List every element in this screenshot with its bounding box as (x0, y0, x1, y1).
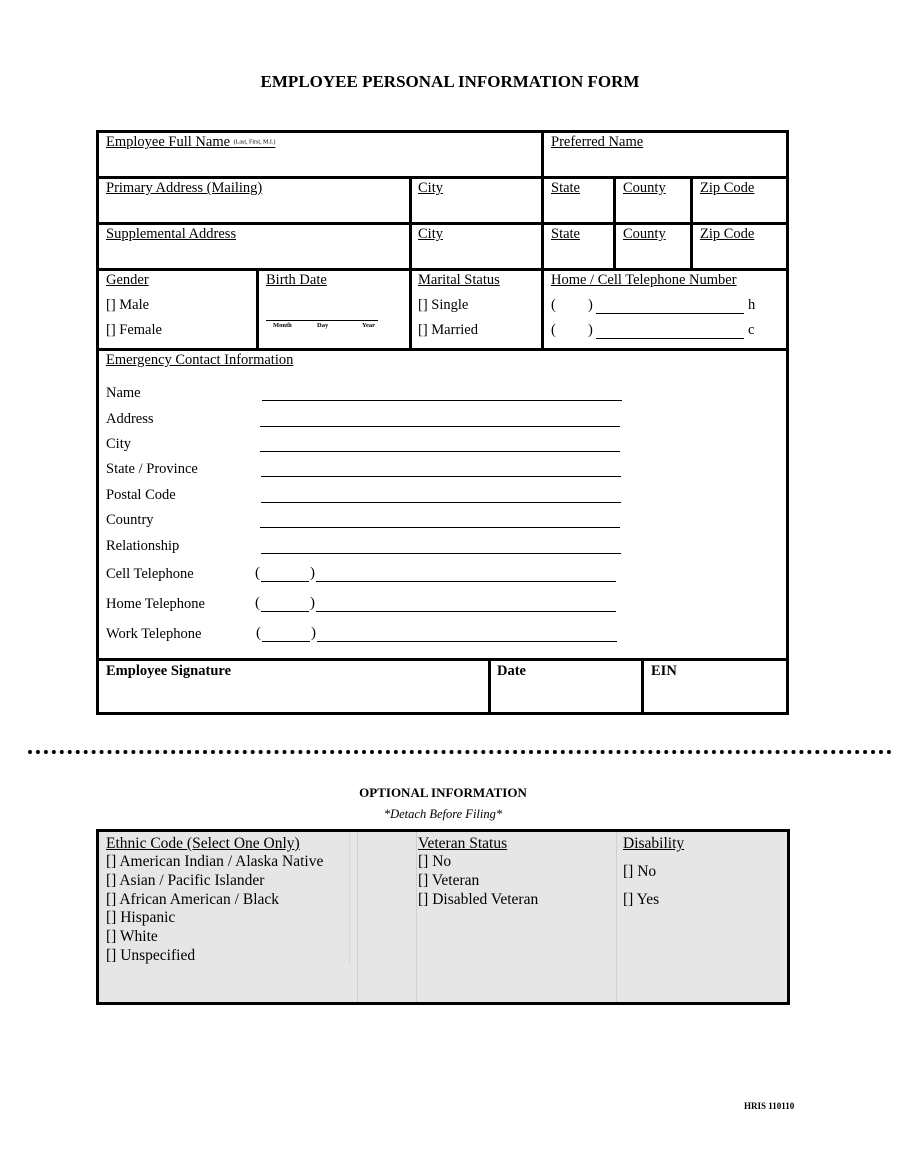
birth-month-label: Month (273, 322, 292, 329)
emergency-country-field[interactable] (260, 527, 620, 528)
emergency-postal-label: Postal Code (106, 487, 176, 503)
optional-info-box (96, 829, 790, 1005)
emergency-work-label: Work Telephone (106, 626, 202, 642)
form-title: EMPLOYEE PERSONAL INFORMATION FORM (260, 72, 640, 91)
veteran-veteran-checkbox[interactable]: [] Veteran (418, 872, 480, 889)
cell-phone-field[interactable] (596, 338, 744, 339)
birth-date-label: Birth Date (266, 272, 327, 288)
emergency-name-label: Name (106, 385, 141, 401)
emergency-cell-label: Cell Telephone (106, 566, 194, 582)
primary-county-field[interactable] (617, 198, 688, 220)
emergency-contact-heading: Emergency Contact Information (106, 352, 294, 368)
employee-signature-label: Employee Signature (106, 663, 231, 679)
home-phone-area-open: ( (551, 297, 556, 313)
supplemental-zip-field[interactable] (694, 244, 784, 266)
form-code: HRIS 110110 (744, 1101, 795, 1111)
emergency-cell-area-field[interactable] (261, 581, 309, 582)
veteran-disabled-checkbox[interactable]: [] Disabled Veteran (418, 891, 539, 908)
ethnic-hispanic-checkbox[interactable]: [] Hispanic (106, 909, 176, 926)
primary-zip-field[interactable] (694, 198, 784, 220)
marital-married-checkbox[interactable]: [] Married (418, 322, 478, 338)
signature-date-label: Date (497, 663, 526, 679)
marital-single-checkbox[interactable]: [] Single (418, 297, 469, 313)
cell-phone-area-open: ( (551, 322, 556, 338)
cell-phone-suffix: c (748, 322, 755, 338)
emergency-address-field[interactable] (260, 426, 620, 427)
employee-signature-field[interactable] (100, 682, 486, 710)
supplemental-address-label: Supplemental Address (106, 226, 237, 242)
birth-year-label: Year (362, 322, 375, 329)
emergency-relationship-field[interactable] (261, 553, 621, 554)
supplemental-county-field[interactable] (617, 244, 688, 266)
emergency-postal-field[interactable] (261, 502, 621, 503)
supplemental-county-label: County (623, 226, 666, 242)
cell-phone-area-close: ) (588, 322, 593, 338)
emergency-cell-paren-open: ( (255, 565, 260, 581)
emergency-address-label: Address (106, 411, 154, 427)
ein-field[interactable] (645, 682, 784, 710)
supplemental-city-label: City (418, 226, 443, 242)
supplemental-state-label: State (551, 226, 580, 242)
emergency-name-field[interactable] (262, 400, 622, 401)
primary-city-field[interactable] (413, 198, 539, 220)
veteran-no-checkbox[interactable]: [] No (418, 853, 452, 870)
emergency-state-label: State / Province (106, 461, 198, 477)
primary-state-label: State (551, 180, 580, 196)
primary-state-field[interactable] (545, 198, 611, 220)
supplemental-city-field[interactable] (413, 244, 539, 266)
marital-status-label: Marital Status (418, 272, 500, 288)
disability-no-checkbox[interactable]: [] No (623, 863, 657, 880)
home-phone-suffix: h (748, 297, 756, 313)
emergency-home-number-field[interactable] (316, 611, 616, 612)
gender-label: Gender (106, 272, 149, 288)
disability-heading: Disability (623, 835, 685, 852)
home-phone-field[interactable] (596, 313, 744, 314)
detach-line (28, 750, 892, 754)
primary-zip-label: Zip Code (700, 180, 755, 196)
primary-address-field[interactable] (100, 198, 407, 220)
emergency-work-paren-open: ( (256, 625, 261, 641)
primary-address-label: Primary Address (Mailing) (106, 180, 263, 196)
emergency-work-paren-close: ) (311, 625, 316, 641)
emergency-state-field[interactable] (261, 476, 621, 477)
emergency-home-paren-open: ( (255, 595, 260, 611)
emergency-city-label: City (106, 436, 131, 452)
home-phone-area-close: ) (588, 297, 593, 313)
primary-city-label: City (418, 180, 443, 196)
ethnic-unspecified-checkbox[interactable]: [] Unspecified (106, 947, 196, 964)
optional-info-subtitle: *Detach Before Filing* (383, 807, 503, 821)
emergency-home-paren-close: ) (310, 595, 315, 611)
full-name-label: Employee Full Name (Last, First, M.I.) (106, 134, 276, 150)
supplemental-address-field[interactable] (100, 244, 407, 266)
gender-male-checkbox[interactable]: [] Male (106, 297, 150, 313)
veteran-status-heading: Veteran Status (418, 835, 508, 852)
emergency-country-label: Country (106, 512, 154, 528)
emergency-relationship-label: Relationship (106, 538, 180, 554)
ethnic-american-indian-checkbox[interactable]: [] American Indian / Alaska Native (106, 853, 324, 870)
emergency-home-label: Home Telephone (106, 596, 205, 612)
emergency-work-area-field[interactable] (262, 641, 310, 642)
emergency-work-number-field[interactable] (317, 641, 617, 642)
preferred-name-label: Preferred Name (551, 134, 644, 150)
optional-info-title: OPTIONAL INFORMATION (359, 785, 527, 800)
ethnic-code-heading: Ethnic Code (Select One Only) (106, 835, 300, 852)
preferred-name-field[interactable] (545, 152, 785, 174)
supplemental-state-field[interactable] (545, 244, 611, 266)
primary-county-label: County (623, 180, 666, 196)
ethnic-asian-checkbox[interactable]: [] Asian / Pacific Islander (106, 872, 265, 889)
emergency-cell-paren-close: ) (310, 565, 315, 581)
emergency-cell-number-field[interactable] (316, 581, 616, 582)
full-name-field[interactable] (100, 152, 540, 174)
emergency-city-field[interactable] (260, 451, 620, 452)
birth-date-field[interactable] (266, 320, 378, 321)
ethnic-white-checkbox[interactable]: [] White (106, 928, 158, 945)
disability-yes-checkbox[interactable]: [] Yes (623, 891, 660, 908)
home-cell-phone-label: Home / Cell Telephone Number (551, 272, 737, 288)
emergency-home-area-field[interactable] (261, 611, 309, 612)
gender-female-checkbox[interactable]: [] Female (106, 322, 162, 338)
ethnic-african-american-checkbox[interactable]: [] African American / Black (106, 891, 280, 908)
signature-date-field[interactable] (492, 682, 639, 710)
supplemental-zip-label: Zip Code (700, 226, 755, 242)
birth-day-label: Day (317, 322, 329, 329)
ein-label: EIN (651, 663, 677, 679)
